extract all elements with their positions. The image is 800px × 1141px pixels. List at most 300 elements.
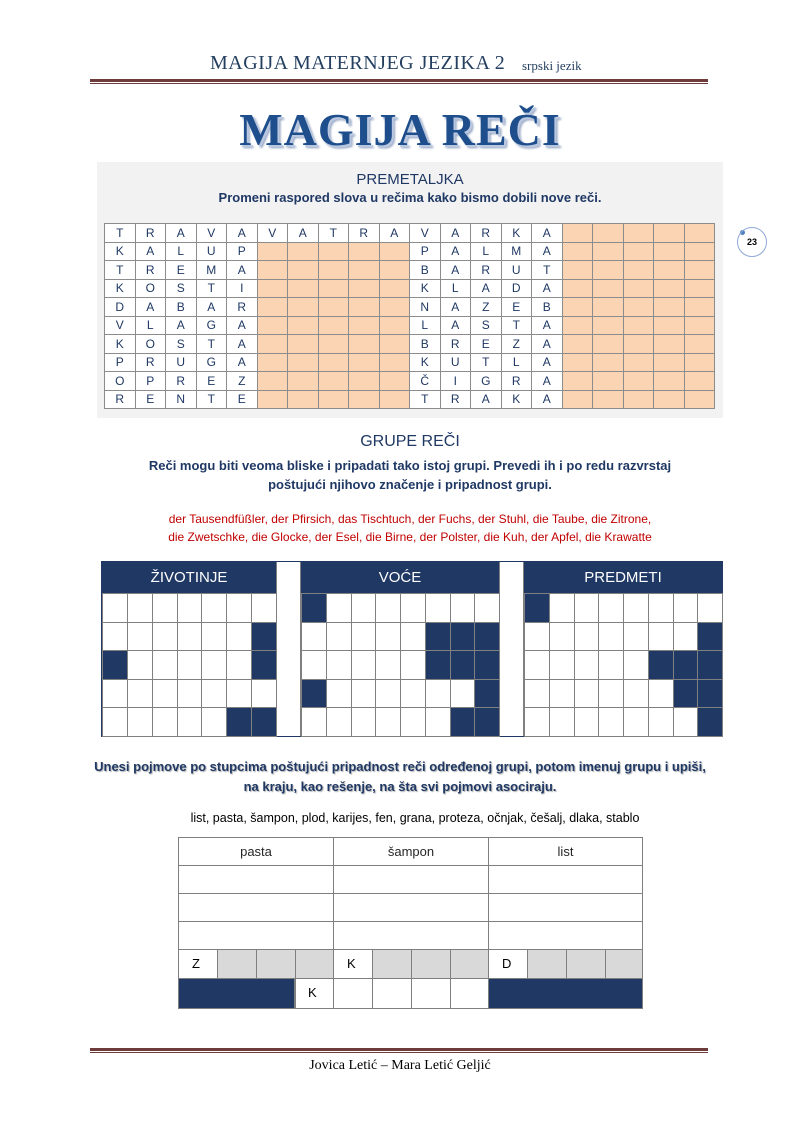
grid-cell[interactable] bbox=[201, 622, 227, 652]
letter-cell: A bbox=[440, 298, 471, 317]
answer-cell[interactable] bbox=[654, 242, 685, 261]
assoc-cell[interactable] bbox=[333, 893, 489, 922]
premetaljka-table bbox=[104, 223, 715, 409]
answer-cell[interactable] bbox=[654, 316, 685, 335]
grid-cell[interactable] bbox=[549, 622, 575, 652]
grid-cell[interactable] bbox=[574, 650, 600, 680]
grid-cell[interactable] bbox=[549, 593, 575, 623]
answer-cell[interactable] bbox=[288, 242, 319, 261]
grid-cell[interactable] bbox=[102, 679, 128, 709]
assoc-cell[interactable] bbox=[488, 893, 643, 922]
premetaljka-row bbox=[105, 390, 715, 409]
letter-cell: R bbox=[471, 261, 502, 280]
premetaljka-instruction: Promeni raspored slova u rečima kako bismo dobili nove reči. bbox=[218, 190, 602, 205]
blocked-cell bbox=[673, 650, 699, 680]
grid-cell[interactable] bbox=[648, 593, 674, 623]
grid-cell[interactable] bbox=[574, 707, 600, 737]
letter-cell: A bbox=[471, 279, 502, 298]
answer-cell[interactable] bbox=[654, 224, 685, 243]
answer-cell[interactable] bbox=[562, 279, 593, 298]
letter-cell: K bbox=[105, 335, 136, 354]
letter-cell: A bbox=[440, 224, 471, 243]
footer-authors: Jovica Letić – Mara Letić Geljić bbox=[309, 1058, 491, 1073]
grid-cell[interactable] bbox=[351, 707, 377, 737]
answer-cell[interactable] bbox=[562, 298, 593, 317]
grid-cell[interactable] bbox=[226, 679, 252, 709]
grid-cell[interactable] bbox=[152, 679, 178, 709]
assoc-letter-box[interactable] bbox=[566, 949, 606, 979]
letter-cell: O bbox=[135, 279, 166, 298]
blocked-cell bbox=[697, 650, 723, 680]
answer-cell[interactable] bbox=[379, 316, 410, 335]
grid-cell[interactable] bbox=[425, 707, 451, 737]
grid-cell[interactable] bbox=[326, 593, 352, 623]
answer-cell[interactable] bbox=[349, 372, 380, 391]
grid-cell[interactable] bbox=[648, 622, 674, 652]
answer-cell[interactable] bbox=[593, 224, 624, 243]
grid-cell[interactable] bbox=[524, 707, 550, 737]
assoc-solution-filler bbox=[488, 978, 643, 1009]
answer-cell[interactable] bbox=[684, 224, 715, 243]
answer-cell[interactable] bbox=[349, 335, 380, 354]
grid-cell[interactable] bbox=[177, 622, 203, 652]
assoc-letter-box[interactable] bbox=[217, 949, 257, 979]
answer-cell[interactable] bbox=[257, 298, 288, 317]
answer-cell[interactable] bbox=[593, 390, 624, 409]
answer-cell[interactable] bbox=[257, 390, 288, 409]
answer-cell[interactable] bbox=[684, 335, 715, 354]
answer-cell[interactable] bbox=[349, 390, 380, 409]
assoc-cell[interactable] bbox=[178, 921, 334, 950]
answer-cell[interactable] bbox=[379, 279, 410, 298]
grid-cell[interactable] bbox=[549, 679, 575, 709]
grupe-instruction-line-1: Reči mogu biti veoma bliske i pripadati tako istoj grupi. Prevedi ih i po redu razvrstaj bbox=[148, 458, 672, 473]
grupe-words-line-1: der Tausendfüßler, der Pfirsich, das Tischtuch, der Fuchs, der Stuhl, die Taube, die Zitrone, bbox=[168, 512, 652, 526]
grid-cell[interactable] bbox=[127, 593, 153, 623]
grid-cell[interactable] bbox=[598, 679, 624, 709]
grid-cell[interactable] bbox=[474, 593, 500, 623]
answer-cell[interactable] bbox=[257, 279, 288, 298]
letter-cell: R bbox=[105, 390, 136, 409]
answer-cell[interactable] bbox=[349, 261, 380, 280]
premetaljka-row bbox=[105, 224, 715, 243]
grid-cell[interactable] bbox=[127, 679, 153, 709]
grid-cell[interactable] bbox=[201, 679, 227, 709]
answer-cell[interactable] bbox=[684, 372, 715, 391]
grid-cell[interactable] bbox=[623, 650, 649, 680]
answer-cell[interactable] bbox=[562, 261, 593, 280]
group-separator bbox=[499, 562, 524, 736]
answer-cell[interactable] bbox=[562, 224, 593, 243]
grid-cell[interactable] bbox=[152, 707, 178, 737]
grid-cell[interactable] bbox=[301, 650, 327, 680]
assoc-letter-box[interactable] bbox=[450, 949, 489, 979]
grid-cell[interactable] bbox=[598, 593, 624, 623]
asocijacija-instruction-line-1: Unesi pojmove po stupcima poštujući pripadnost reči određenoj grupi, potom imenuj grupu i upiši, bbox=[94, 759, 706, 774]
answer-cell[interactable] bbox=[288, 335, 319, 354]
grid-cell[interactable] bbox=[375, 650, 401, 680]
letter-cell: K bbox=[105, 279, 136, 298]
answer-cell[interactable] bbox=[684, 353, 715, 372]
letter-cell: E bbox=[227, 390, 258, 409]
letter-cell: A bbox=[135, 242, 166, 261]
assoc-cell[interactable] bbox=[178, 893, 334, 922]
letter-cell: O bbox=[135, 335, 166, 354]
grid-cell[interactable] bbox=[574, 593, 600, 623]
answer-cell[interactable] bbox=[379, 372, 410, 391]
letter-cell: A bbox=[440, 261, 471, 280]
answer-cell[interactable] bbox=[623, 335, 654, 354]
answer-cell[interactable] bbox=[379, 242, 410, 261]
grid-cell[interactable] bbox=[301, 707, 327, 737]
letter-cell: T bbox=[105, 261, 136, 280]
grid-cell[interactable] bbox=[623, 593, 649, 623]
answer-cell[interactable] bbox=[684, 316, 715, 335]
answer-cell[interactable] bbox=[623, 261, 654, 280]
answer-cell[interactable] bbox=[593, 335, 624, 354]
answer-cell[interactable] bbox=[562, 353, 593, 372]
letter-cell: U bbox=[501, 261, 532, 280]
answer-cell[interactable] bbox=[623, 298, 654, 317]
grid-cell[interactable] bbox=[127, 650, 153, 680]
answer-cell[interactable] bbox=[562, 390, 593, 409]
grid-cell[interactable] bbox=[152, 593, 178, 623]
answer-cell[interactable] bbox=[654, 279, 685, 298]
grid-cell[interactable] bbox=[400, 650, 426, 680]
grid-cell[interactable] bbox=[251, 593, 277, 623]
letter-cell: L bbox=[166, 242, 197, 261]
grid-cell[interactable] bbox=[177, 679, 203, 709]
grid-cell[interactable] bbox=[351, 679, 377, 709]
letter-cell: A bbox=[532, 242, 563, 261]
grid-cell[interactable] bbox=[177, 593, 203, 623]
grid-cell[interactable] bbox=[251, 679, 277, 709]
letter-cell: N bbox=[410, 298, 441, 317]
blocked-cell bbox=[697, 679, 723, 709]
grid-cell[interactable] bbox=[375, 593, 401, 623]
premetaljka-row bbox=[105, 353, 715, 372]
letter-cell: A bbox=[196, 298, 227, 317]
answer-cell[interactable] bbox=[257, 316, 288, 335]
letter-cell: A bbox=[440, 242, 471, 261]
letter-cell: R bbox=[135, 261, 166, 280]
grid-cell[interactable] bbox=[400, 593, 426, 623]
answer-cell[interactable] bbox=[593, 242, 624, 261]
assoc-letter-box[interactable] bbox=[527, 949, 567, 979]
grid-cell[interactable] bbox=[598, 707, 624, 737]
letter-cell: K bbox=[501, 390, 532, 409]
letter-cell: A bbox=[440, 316, 471, 335]
letter-cell: K bbox=[105, 242, 136, 261]
blocked-cell bbox=[697, 707, 723, 737]
answer-cell[interactable] bbox=[349, 242, 380, 261]
grid-cell[interactable] bbox=[598, 622, 624, 652]
letter-cell: A bbox=[532, 224, 563, 243]
letter-cell: R bbox=[135, 224, 166, 243]
answer-cell[interactable] bbox=[593, 372, 624, 391]
answer-cell[interactable] bbox=[654, 353, 685, 372]
grid-cell[interactable] bbox=[102, 707, 128, 737]
grid-cell[interactable] bbox=[673, 622, 699, 652]
answer-cell[interactable] bbox=[318, 372, 349, 391]
letter-cell: L bbox=[135, 316, 166, 335]
grid-cell[interactable] bbox=[201, 593, 227, 623]
grid-cell[interactable] bbox=[450, 679, 476, 709]
answer-cell[interactable] bbox=[318, 261, 349, 280]
grid-cell[interactable] bbox=[574, 679, 600, 709]
grid-cell[interactable] bbox=[301, 622, 327, 652]
grid-cell[interactable] bbox=[102, 593, 128, 623]
letter-cell: B bbox=[410, 261, 441, 280]
grid-cell[interactable] bbox=[524, 622, 550, 652]
answer-cell[interactable] bbox=[623, 279, 654, 298]
letter-cell: Č bbox=[410, 372, 441, 391]
grid-cell[interactable] bbox=[648, 707, 674, 737]
answer-cell[interactable] bbox=[288, 298, 319, 317]
letter-cell: T bbox=[105, 224, 136, 243]
grid-cell[interactable] bbox=[549, 650, 575, 680]
grid-cell[interactable] bbox=[574, 622, 600, 652]
answer-cell[interactable] bbox=[623, 353, 654, 372]
letter-cell: R bbox=[227, 298, 258, 317]
assoc-solution-letter: K bbox=[295, 978, 334, 1009]
answer-cell[interactable] bbox=[288, 390, 319, 409]
answer-cell[interactable] bbox=[654, 335, 685, 354]
grid-cell[interactable] bbox=[351, 593, 377, 623]
grid-cell[interactable] bbox=[375, 707, 401, 737]
letter-cell: D bbox=[501, 279, 532, 298]
letter-cell: R bbox=[440, 335, 471, 354]
answer-cell[interactable] bbox=[684, 298, 715, 317]
answer-cell[interactable] bbox=[318, 353, 349, 372]
premetaljka-row bbox=[105, 316, 715, 335]
letter-cell: A bbox=[227, 316, 258, 335]
letter-cell: T bbox=[196, 390, 227, 409]
assoc-solution-box[interactable] bbox=[411, 978, 451, 1009]
letter-cell: B bbox=[410, 335, 441, 354]
answer-cell[interactable] bbox=[623, 242, 654, 261]
grid-cell[interactable] bbox=[102, 622, 128, 652]
assoc-column-header: list bbox=[488, 837, 643, 866]
answer-cell[interactable] bbox=[684, 261, 715, 280]
answer-cell[interactable] bbox=[318, 298, 349, 317]
grid-cell[interactable] bbox=[623, 707, 649, 737]
assoc-group-letter: D bbox=[488, 949, 528, 979]
assoc-solution-box[interactable] bbox=[372, 978, 412, 1009]
letter-cell: O bbox=[105, 372, 136, 391]
answer-cell[interactable] bbox=[593, 298, 624, 317]
grid-cell[interactable] bbox=[623, 622, 649, 652]
blocked-cell bbox=[450, 650, 476, 680]
grid-cell[interactable] bbox=[400, 679, 426, 709]
answer-cell[interactable] bbox=[257, 372, 288, 391]
assoc-letter-box[interactable] bbox=[605, 949, 643, 979]
grupe-instruction-line-2: poštujući njihovo značenje i pripadnost grupi. bbox=[268, 477, 552, 492]
answer-cell[interactable] bbox=[288, 261, 319, 280]
asocijacija-table bbox=[178, 837, 643, 1009]
letter-cell: Z bbox=[227, 372, 258, 391]
letter-cell: A bbox=[227, 353, 258, 372]
letter-cell: G bbox=[196, 316, 227, 335]
grid-cell[interactable] bbox=[623, 679, 649, 709]
answer-cell[interactable] bbox=[318, 279, 349, 298]
blocked-cell bbox=[301, 679, 327, 709]
answer-cell[interactable] bbox=[379, 298, 410, 317]
grid-cell[interactable] bbox=[450, 593, 476, 623]
assoc-cell[interactable] bbox=[333, 921, 489, 950]
answer-cell[interactable] bbox=[349, 279, 380, 298]
letter-cell: I bbox=[227, 279, 258, 298]
assoc-letter-box[interactable] bbox=[372, 949, 412, 979]
answer-cell[interactable] bbox=[623, 224, 654, 243]
grid-cell[interactable] bbox=[326, 622, 352, 652]
assoc-cell[interactable] bbox=[333, 865, 489, 894]
letter-cell: K bbox=[501, 224, 532, 243]
letter-cell: L bbox=[501, 353, 532, 372]
assoc-letter-box[interactable] bbox=[411, 949, 451, 979]
grid-cell[interactable] bbox=[524, 650, 550, 680]
blocked-cell bbox=[648, 650, 674, 680]
answer-cell[interactable] bbox=[318, 316, 349, 335]
premetaljka-row bbox=[105, 279, 715, 298]
grid-cell[interactable] bbox=[697, 593, 723, 623]
grid-cell[interactable] bbox=[226, 650, 252, 680]
asocijacija-words: list, pasta, šampon, plod, karijes, fen, grana, proteza, očnjak, češalj, dlaka, stablo bbox=[190, 811, 640, 825]
answer-cell[interactable] bbox=[379, 390, 410, 409]
letter-cell: R bbox=[349, 224, 380, 243]
answer-cell[interactable] bbox=[684, 242, 715, 261]
answer-cell[interactable] bbox=[654, 298, 685, 317]
answer-cell[interactable] bbox=[288, 279, 319, 298]
answer-cell[interactable] bbox=[379, 335, 410, 354]
grid-cell[interactable] bbox=[226, 593, 252, 623]
answer-cell[interactable] bbox=[593, 316, 624, 335]
answer-cell[interactable] bbox=[318, 335, 349, 354]
answer-cell[interactable] bbox=[593, 353, 624, 372]
assoc-letter-box[interactable] bbox=[295, 949, 334, 979]
assoc-solution-box[interactable] bbox=[450, 978, 489, 1009]
grid-cell[interactable] bbox=[673, 593, 699, 623]
group-header-animals: ŽIVOTINJE bbox=[102, 562, 276, 593]
premetaljka-row bbox=[105, 261, 715, 280]
group-separator bbox=[276, 562, 301, 736]
answer-cell[interactable] bbox=[593, 279, 624, 298]
answer-cell[interactable] bbox=[684, 390, 715, 409]
answer-cell[interactable] bbox=[623, 390, 654, 409]
letter-cell: A bbox=[532, 279, 563, 298]
answer-cell[interactable] bbox=[379, 261, 410, 280]
answer-cell[interactable] bbox=[318, 242, 349, 261]
letter-cell: A bbox=[471, 390, 502, 409]
grid-cell[interactable] bbox=[177, 650, 203, 680]
grid-cell[interactable] bbox=[351, 622, 377, 652]
answer-cell[interactable] bbox=[288, 372, 319, 391]
answer-cell[interactable] bbox=[654, 372, 685, 391]
answer-cell[interactable] bbox=[623, 316, 654, 335]
letter-cell: B bbox=[532, 298, 563, 317]
header-rule bbox=[90, 79, 708, 82]
grid-cell[interactable] bbox=[524, 679, 550, 709]
answer-cell[interactable] bbox=[562, 372, 593, 391]
grid-cell[interactable] bbox=[400, 707, 426, 737]
grid-cell[interactable] bbox=[425, 593, 451, 623]
premetaljka-row bbox=[105, 298, 715, 317]
letter-cell: A bbox=[532, 316, 563, 335]
grid-cell[interactable] bbox=[226, 622, 252, 652]
answer-cell[interactable] bbox=[257, 335, 288, 354]
assoc-cell[interactable] bbox=[488, 921, 643, 950]
letter-cell: A bbox=[135, 298, 166, 317]
blocked-cell bbox=[251, 707, 277, 737]
grid-cell[interactable] bbox=[375, 622, 401, 652]
answer-cell[interactable] bbox=[318, 390, 349, 409]
grid-cell[interactable] bbox=[326, 650, 352, 680]
grid-cell[interactable] bbox=[673, 707, 699, 737]
grid-cell[interactable] bbox=[152, 622, 178, 652]
grid-cell[interactable] bbox=[177, 707, 203, 737]
answer-cell[interactable] bbox=[654, 261, 685, 280]
letter-cell: A bbox=[166, 316, 197, 335]
letter-cell: T bbox=[410, 390, 441, 409]
letter-cell: L bbox=[471, 242, 502, 261]
grid-cell[interactable] bbox=[598, 650, 624, 680]
answer-cell[interactable] bbox=[288, 316, 319, 335]
blocked-cell bbox=[697, 622, 723, 652]
answer-cell[interactable] bbox=[257, 242, 288, 261]
answer-cell[interactable] bbox=[654, 390, 685, 409]
grid-cell[interactable] bbox=[375, 679, 401, 709]
answer-cell[interactable] bbox=[349, 316, 380, 335]
grid-cell[interactable] bbox=[351, 650, 377, 680]
assoc-solution-box[interactable] bbox=[333, 978, 373, 1009]
header-subtitle: srpski jezik bbox=[522, 58, 582, 73]
answer-cell[interactable] bbox=[288, 353, 319, 372]
grid-cell[interactable] bbox=[425, 679, 451, 709]
answer-cell[interactable] bbox=[257, 261, 288, 280]
grid-cell[interactable] bbox=[127, 622, 153, 652]
grid-cell[interactable] bbox=[400, 622, 426, 652]
grid-cell[interactable] bbox=[201, 707, 227, 737]
answer-cell[interactable] bbox=[349, 298, 380, 317]
answer-cell[interactable] bbox=[593, 261, 624, 280]
grupe-words-line-2: die Zwetschke, die Glocke, der Esel, die Birne, der Polster, die Kuh, der Apfel, die Krawatte bbox=[168, 530, 652, 544]
answer-cell[interactable] bbox=[562, 335, 593, 354]
premetaljka-row bbox=[105, 242, 715, 261]
grid-cell[interactable] bbox=[326, 707, 352, 737]
answer-cell[interactable] bbox=[684, 279, 715, 298]
answer-cell[interactable] bbox=[562, 242, 593, 261]
letter-cell: G bbox=[196, 353, 227, 372]
answer-cell[interactable] bbox=[562, 316, 593, 335]
answer-cell[interactable] bbox=[349, 353, 380, 372]
grid-cell[interactable] bbox=[127, 707, 153, 737]
grid-cell[interactable] bbox=[326, 679, 352, 709]
answer-cell[interactable] bbox=[379, 353, 410, 372]
assoc-cell[interactable] bbox=[178, 865, 334, 894]
letter-cell: Z bbox=[501, 335, 532, 354]
grid-cell[interactable] bbox=[549, 707, 575, 737]
assoc-letter-box[interactable] bbox=[256, 949, 296, 979]
blocked-cell bbox=[450, 622, 476, 652]
premetaljka-heading: PREMETALJKA bbox=[356, 171, 464, 188]
grid-cell[interactable] bbox=[201, 650, 227, 680]
answer-cell[interactable] bbox=[623, 372, 654, 391]
grid-cell[interactable] bbox=[152, 650, 178, 680]
answer-cell[interactable] bbox=[257, 353, 288, 372]
letter-cell: A bbox=[227, 261, 258, 280]
assoc-cell[interactable] bbox=[488, 865, 643, 894]
grid-cell[interactable] bbox=[648, 679, 674, 709]
